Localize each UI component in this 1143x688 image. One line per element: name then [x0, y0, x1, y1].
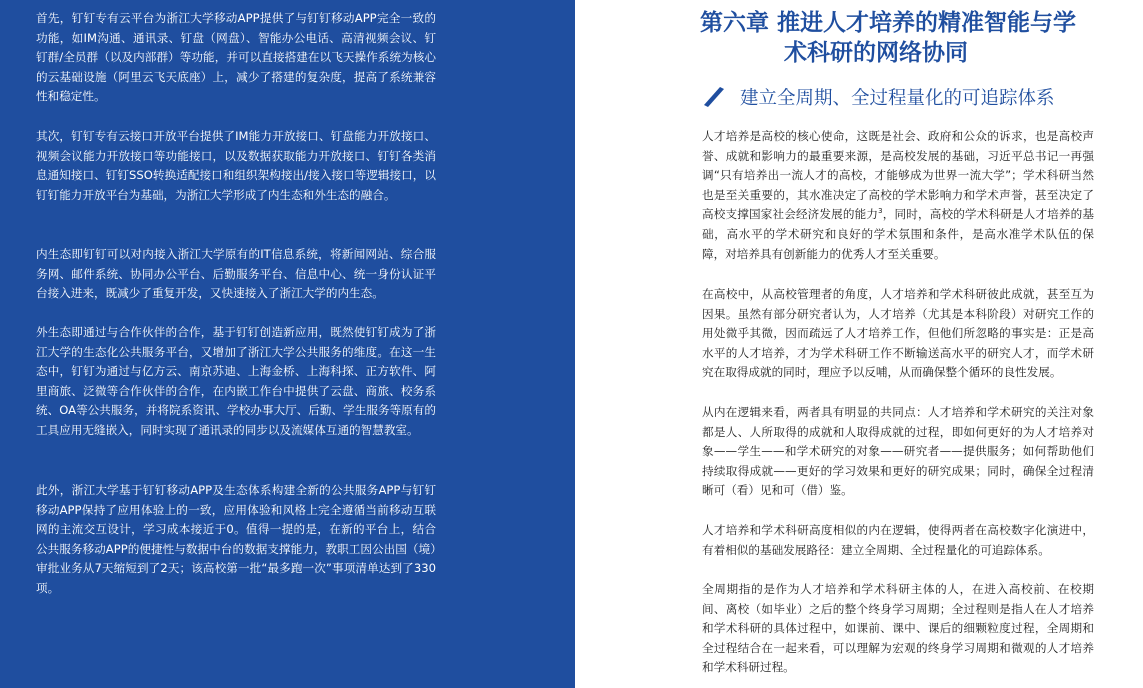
left-paragraph-2: 其次，钉钉专有云接口开放平台提供了IM能力开放接口、钉盘能力开放接口、视频会议能力开放接口等功能接口，以及数据获取能力开放接口、钉钉各类消息通知接口、钉钉SSO转换适配接口和组织架构接出/接入接口等逻辑接口，以钉钉能力开放平台为基础，为浙江大学形成了内生态和外生态的融合。 [36, 129, 436, 202]
left-paragraph-3: 内生态即钉钉可以对内接入浙江大学原有的IT信息系统，将新闻网站、综合服务网、邮件系统、协同办公平台、后勤服务平台、信息中心、统一身份认证平台接入进来，既减少了重复开发，又快速接入了浙江大学的内生态。 [36, 247, 436, 301]
section-heading [702, 84, 1055, 110]
footnote-marker: 3 [878, 207, 883, 216]
right-paragraph-3: 从内在逻辑来看，两者具有明显的共同点：人才培养和学术研究的关注对象都是人、人所取得的成就和人取得成就的过程，即如何更好的为人才培养对象——学生——和学术研究的对象——研究者——提供服务；如何帮助他们持续取得成就——更好的学习效果和更好的研究成果；同时，确保全过程清晰可（看）见和可（借）鉴。 [702, 405, 1094, 498]
left-paragraph-1: 首先，钉钉专有云平台为浙江大学移动APP提供了与钉钉移动APP完全一致的功能，如IM沟通、通讯录、钉盘（网盘）、智能办公电话、高清视频会议、钉钉群/全员群（以及内部群）等功能，并可以直接搭建在以飞天操作系统为核心的云基础设施（阿里云飞天底座）上，减少了搭建的复杂度，提高了系统兼容性和稳定性。 [36, 11, 436, 104]
slash-icon [702, 85, 726, 109]
chapter-title-line-1: 第六章 推进人才培养的精准智能与学 [700, 10, 1077, 36]
right-paragraph-5: 全周期指的是作为人才培养和学术科研主体的人，在进入高校前、在校期间、离校（如毕业）之后的整个终身学习周期；全过程则是指人在人才培养和学术科研的具体过程中，如课前、课中、课后的细颗粒度过程，全周期和全过程结合在一起来看，可以理解为宏观的终身学习周期和微观的人才培养和学术科研过程。 [702, 582, 1094, 675]
right-paragraph-1-text-b: ，同时，高校的学术科研是人才培养的基础，高水平的学术研究和良好的学术氛围和条件，是高水准学术队伍的保障，对培养具有创新能力的优秀人才至关重要。 [702, 207, 1094, 261]
chapter-title [700, 8, 1110, 68]
right-paragraph-2: 在高校中，从高校管理者的角度，人才培养和学术科研彼此成就，甚至互为因果。虽然有部分研究者认为，人才培养（尤其是本科阶段）对研究工作的用处微乎其微，因而疏远了人才培养工作，但他们所忽略的事实是：正是高水平的人才培养，才为学术科研工作不断输送高水平的研究人才，而学术研究在取得成就的同时，理应予以反哺，从而确保整个循环的良性发展。 [702, 287, 1094, 380]
right-paragraph-4: 人才培养和学术科研高度相似的内在逻辑，使得两者在高校数字化演进中，有着相似的基础发展路径：建立全周期、全过程量化的可追踪体系。 [702, 523, 1094, 557]
section-title: 建立全周期、全过程量化的可追踪体系 [740, 88, 1055, 109]
left-paragraph-5: 此外，浙江大学基于钉钉移动APP及生态体系构建全新的公共服务APP与钉钉移动APP保持了应用体验上的一致，应用体验和风格上完全遵循当前移动互联网的主流交互设计，学习成本接近于0。值得一提的是，在新的平台上，结合公共服务移动APP的便捷性与数据中台的数据支撑能力，教职工因公出国（境）审批业务从7天缩短到了2天；该高校第一批“最多跑一次”事项清单达到了330项。 [36, 483, 436, 595]
right-paragraph-1-text-a: 人才培养是高校的核心使命，这既是社会、政府和公众的诉求，也是高校声誉、成就和影响力的最重要来源，是高校发展的基础，习近平总书记一再强调“只有培养出一流人才的高校，才能够成为世界一流大学”；学术科研当然也是至关重要的，其水准决定了高校的学术影响力和学术声誉，甚至决定了高校支撑国家社会经济发展的能力 [702, 129, 1094, 222]
left-paragraph-4: 外生态即通过与合作伙伴的合作，基于钉钉创造新应用，既然使钉钉成为了浙江大学的生态化公共服务平台，又增加了浙江大学公共服务的维度。在这一生态中，钉钉为通过与亿方云、南京苏迪、上海金桥、上海科探、正方软件、阿里商旅、泛微等合作伙伴的合作，在内嵌工作台中提供了云盘、商旅、校务系统、OA等公共服务，并将院系资讯、学校办事大厅、后勤、学生服务等原有的工具应用无缝嵌入，同时实现了通讯录的同步以及流媒体互通的智慧教室。 [36, 325, 436, 437]
right-page [575, 0, 1143, 688]
right-paragraph-1 [702, 127, 1094, 264]
chapter-title-line-2: 术科研的网络协同 [784, 40, 968, 66]
